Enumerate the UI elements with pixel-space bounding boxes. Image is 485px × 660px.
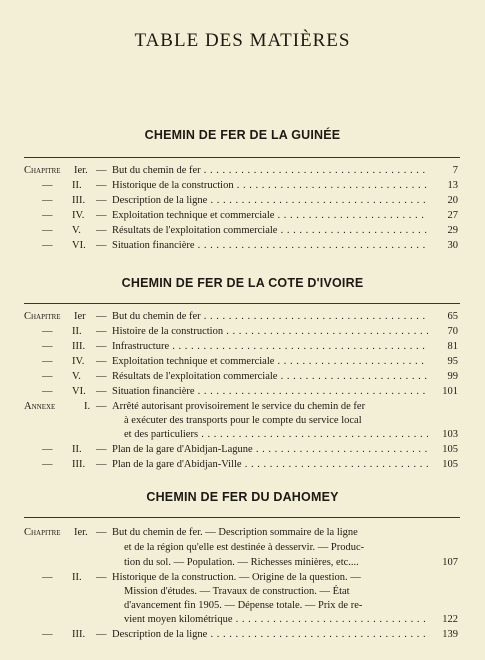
entry-label: Chapitre bbox=[24, 165, 61, 176]
entry-page: 95 bbox=[447, 356, 458, 367]
entry-page: 105 bbox=[442, 444, 458, 455]
entry-page: 122 bbox=[442, 614, 458, 625]
entry-title-continued: tion du sol. — Population. — Richesses minières, etc.... bbox=[124, 557, 359, 568]
entry-page: 99 bbox=[447, 371, 458, 382]
entry-title: Exploitation technique et commerciale . . . bbox=[112, 209, 428, 223]
entry-title-continued: et de la région qu'elle est destinée à desservir. — Produc- bbox=[124, 542, 365, 553]
toc-entry: — III. — Description de la ligne . . . 20 bbox=[0, 194, 485, 208]
entry-number: II. bbox=[72, 180, 82, 191]
entry-number: VI. bbox=[72, 386, 86, 397]
entry-number: III. bbox=[72, 341, 86, 352]
entry-page: 29 bbox=[447, 225, 458, 236]
entry-number: IV. bbox=[72, 356, 85, 367]
entry-title: But du chemin de fer . . . bbox=[112, 310, 428, 324]
entry-label: — bbox=[42, 444, 53, 455]
entry-label: — bbox=[42, 341, 53, 352]
entry-number: Ier. bbox=[74, 165, 88, 176]
section-title: CHEMIN DE FER DU DAHOMEY bbox=[146, 490, 339, 504]
toc-entry-continued bbox=[0, 556, 485, 570]
entry-number: II. bbox=[72, 326, 82, 337]
entry-title-continued: à exécuter des transports pour le compte du service local bbox=[124, 415, 362, 426]
toc-entry: — II. — Histoire de la construction . . . 70 bbox=[0, 325, 485, 339]
entry-label: — bbox=[42, 195, 53, 206]
entry-title: Plan de la gare d'Abidjan-Lagune . . . bbox=[112, 443, 428, 457]
entry-page: 70 bbox=[447, 326, 458, 337]
section-rule bbox=[24, 517, 460, 518]
entry-title: Description de la ligne . . . bbox=[112, 628, 428, 642]
entry-label: — bbox=[42, 210, 53, 221]
entry-title: Exploitation technique et commerciale . . . bbox=[112, 355, 428, 369]
section-rule bbox=[24, 303, 460, 304]
entry-number: VI. bbox=[72, 240, 86, 251]
entry-label: — bbox=[42, 386, 53, 397]
page-title: TABLE DES MATIÈRES bbox=[134, 30, 351, 51]
entry-label: — bbox=[42, 225, 53, 236]
entry-page: 107 bbox=[442, 557, 458, 568]
entry-title: Histoire de la construction . . . bbox=[112, 325, 428, 339]
entry-label: — bbox=[42, 326, 53, 337]
section-title: CHEMIN DE FER DE LA GUINÉE bbox=[144, 128, 341, 142]
entry-page: 65 bbox=[447, 311, 458, 322]
entry-number: V. bbox=[72, 225, 81, 236]
entry-title: Situation financière . . . bbox=[112, 385, 428, 399]
entry-label: Chapitre bbox=[24, 311, 61, 322]
entry-page: 139 bbox=[442, 629, 458, 640]
entry-title-continued: et des particuliers . . . bbox=[124, 428, 428, 442]
entry-label: — bbox=[42, 180, 53, 191]
toc-entry: — III. — Infrastructure . . . 81 bbox=[0, 340, 485, 354]
entry-title: Description de la ligne . . . bbox=[112, 194, 428, 208]
toc-entry: — VI. — Situation financière . . . 101 bbox=[0, 385, 485, 399]
entry-number: III. bbox=[72, 459, 86, 470]
toc-entry: Chapitre Ier. — But du chemin de fer. — Description sommaire de la ligne bbox=[0, 526, 485, 540]
toc-entry: — II. — Historique de la construction . . . 13 bbox=[0, 179, 485, 193]
entry-label: Chapitre bbox=[24, 527, 61, 538]
toc-entry: Chapitre Ier — But du chemin de fer . . . 65 bbox=[0, 310, 485, 324]
toc-entry-continued bbox=[0, 428, 485, 442]
toc-entry: — III. — Description de la ligne . . . 139 bbox=[0, 628, 485, 642]
entry-label: — bbox=[42, 629, 53, 640]
toc-entry-continued bbox=[0, 613, 485, 627]
entry-page: 27 bbox=[447, 210, 458, 221]
entry-title: But du chemin de fer . . . bbox=[112, 164, 428, 178]
entry-title: But du chemin de fer. — Description sommaire de la ligne bbox=[112, 527, 358, 538]
entry-label: — bbox=[42, 459, 53, 470]
entry-title-continued: d'avancement fin 1905. — Dépense totale. — Prix de re- bbox=[124, 600, 363, 611]
entry-title: Arrêté autorisant provisoirement le service du chemin de fer bbox=[112, 401, 366, 412]
entry-title: Résultats de l'exploitation commerciale . . . bbox=[112, 224, 428, 238]
entry-label: — bbox=[42, 356, 53, 367]
entry-label: — bbox=[42, 371, 53, 382]
entry-title: Historique de la construction . . . bbox=[112, 179, 428, 193]
entry-title: Historique de la construction. — Origine de la question. — bbox=[112, 572, 361, 583]
toc-entry: — III. — Plan de la gare d'Abidjan-Ville . . . 105 bbox=[0, 458, 485, 472]
toc-entry: Chapitre Ier. — But du chemin de fer . . . 7 bbox=[0, 164, 485, 178]
entry-page: 105 bbox=[442, 459, 458, 470]
entry-number: IV. bbox=[72, 210, 85, 221]
entry-label: Annexe bbox=[24, 401, 56, 412]
toc-entry: — VI. — Situation financière . . . 30 bbox=[0, 239, 485, 253]
toc-entry: — IV. — Exploitation technique et commerciale . . . 27 bbox=[0, 209, 485, 223]
toc-entry: — II. — Historique de la construction. — Origine de la question. — bbox=[0, 571, 485, 585]
entry-page: 101 bbox=[442, 386, 458, 397]
entry-number: III. bbox=[72, 195, 86, 206]
entry-page: 7 bbox=[452, 165, 458, 176]
entry-label: — bbox=[42, 572, 53, 583]
entry-label: — bbox=[42, 240, 53, 251]
entry-title: Résultats de l'exploitation commerciale . . . bbox=[112, 370, 428, 384]
entry-number: II. bbox=[72, 444, 82, 455]
toc-entry: — II. — Plan de la gare d'Abidjan-Lagune . . . 105 bbox=[0, 443, 485, 457]
entry-number: III. bbox=[72, 629, 86, 640]
entry-title-continued: vient moyen kilométrique . . . bbox=[124, 613, 428, 627]
entry-number: II. bbox=[72, 572, 82, 583]
entry-title: Infrastructure . . . bbox=[112, 340, 428, 354]
entry-page: 30 bbox=[447, 240, 458, 251]
entry-page: 81 bbox=[447, 341, 458, 352]
toc-entry: — V. — Résultats de l'exploitation commerciale . . . 99 bbox=[0, 370, 485, 384]
section-title: CHEMIN DE FER DE LA COTE D'IVOIRE bbox=[121, 276, 364, 290]
toc-entry: Annexe I. — Arrêté autorisant provisoirement le service du chemin de fer bbox=[0, 400, 485, 414]
entry-title-continued: Mission d'études. — Travaux de construction. — État bbox=[124, 586, 350, 597]
entry-title: Situation financière . . . bbox=[112, 239, 428, 253]
entry-title: Plan de la gare d'Abidjan-Ville . . . bbox=[112, 458, 428, 472]
entry-number: Ier bbox=[74, 311, 86, 322]
toc-entry: — IV. — Exploitation technique et commerciale . . . 95 bbox=[0, 355, 485, 369]
toc-entry: — V. — Résultats de l'exploitation commerciale . . . 29 bbox=[0, 224, 485, 238]
section-rule bbox=[24, 157, 460, 158]
entry-number: Ier. bbox=[74, 527, 88, 538]
entry-number: V. bbox=[72, 371, 81, 382]
entry-page: 103 bbox=[442, 429, 458, 440]
entry-page: 20 bbox=[447, 195, 458, 206]
entry-number: I. bbox=[84, 401, 91, 412]
entry-page: 13 bbox=[447, 180, 458, 191]
